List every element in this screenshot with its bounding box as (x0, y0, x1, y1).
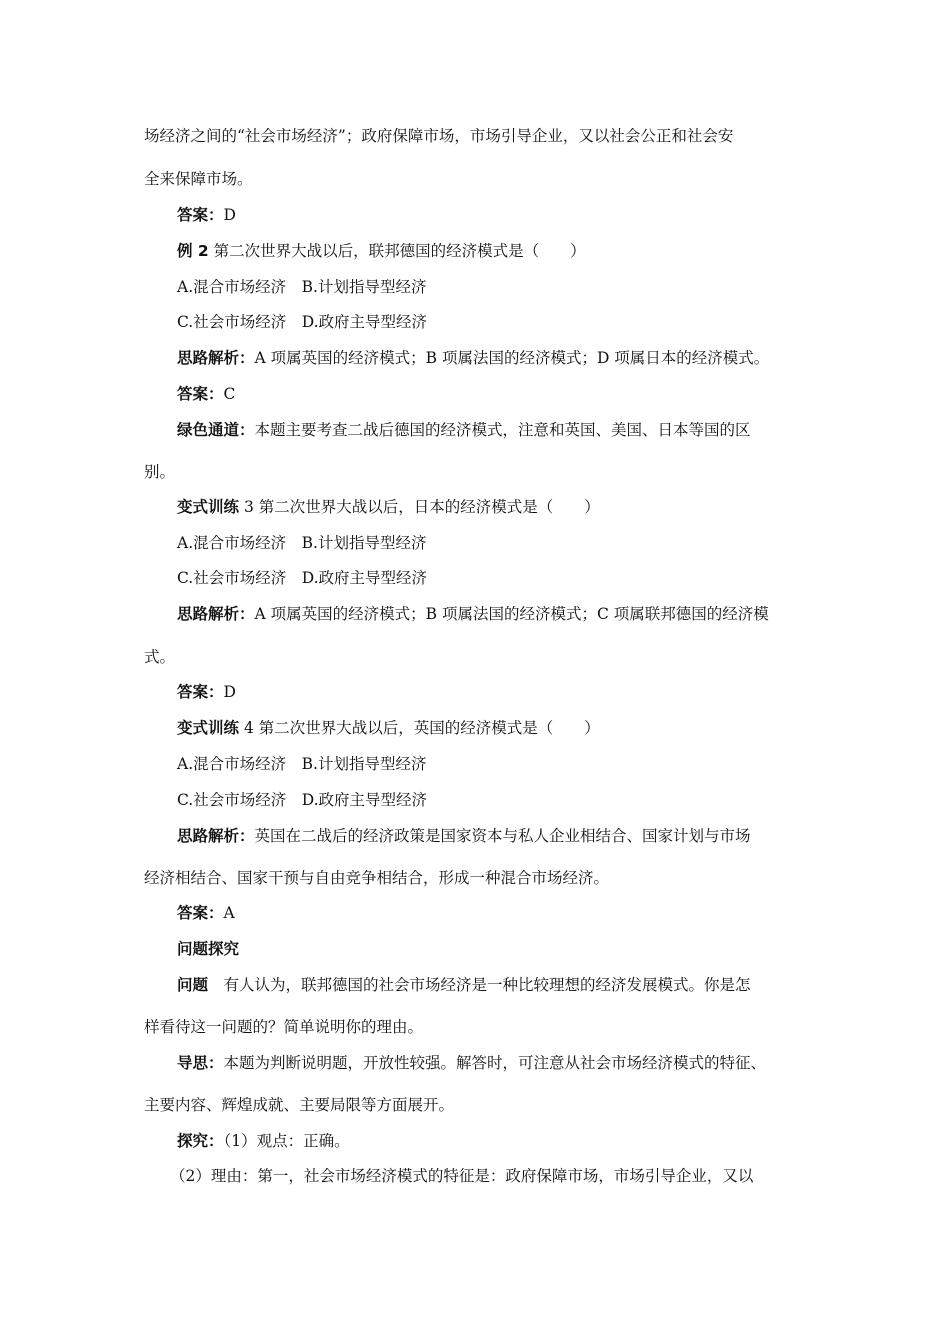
text-line: 经济相结合、国家干预与自由竞争相结合，形成一种混合市场经济。 (144, 869, 610, 887)
text-line: 全来保障市场。 (144, 170, 253, 188)
analysis-line: 思路解析：A 项属英国的经济模式；B 项属法国的经济模式；C 项属联邦德国的经济模 (177, 605, 769, 623)
reason-line: （2）理由：第一，社会市场经济模式的特征是：政府保障市场，市场引导企业，又以 (170, 1167, 754, 1185)
section-heading: 问题探究 (177, 940, 240, 958)
text-line: 式。 (144, 648, 176, 666)
guide-line: 导思：本题为判断说明题，开放性较强。解答时，可注意从社会市场经济模式的特征、 (177, 1054, 767, 1072)
text-line: 样看待这一问题的？简单说明你的理由。 (144, 1018, 424, 1036)
analysis-line: 思路解析：A 项属英国的经济模式；B 项属法国的经济模式；D 项属日本的经济模式。 (177, 349, 770, 367)
option-line: C.社会市场经济 D.政府主导型经济 (177, 569, 428, 587)
exercise-question: 变式训练 3 第二次世界大战以后，日本的经济模式是（ ） (177, 498, 600, 516)
answer-line: 答案：A (177, 904, 235, 922)
option-line: C.社会市场经济 D.政府主导型经济 (177, 313, 428, 331)
problem-line: 问题 有人认为，联邦德国的社会市场经济是一种比较理想的经济发展模式。你是怎 (177, 976, 751, 994)
answer-line: 答案：D (177, 206, 236, 224)
text-line: 主要内容、辉煌成就、主要局限等方面展开。 (144, 1096, 455, 1114)
example-question: 例 2 第二次世界大战以后，联邦德国的经济模式是（ ） (177, 242, 586, 260)
answer-line: 答案：D (177, 683, 236, 701)
option-line: A.混合市场经济 B.计划指导型经济 (177, 534, 427, 552)
exercise-question: 变式训练 4 第二次世界大战以后，英国的经济模式是（ ） (177, 719, 600, 737)
text-line: 场经济之间的“社会市场经济”；政府保障市场，市场引导企业，又以社会公正和社会安 (144, 127, 734, 145)
option-line: A.混合市场经济 B.计划指导型经济 (177, 755, 427, 773)
analysis-line: 思路解析：英国在二战后的经济政策是国家资本与私人企业相结合、国家计划与市场 (177, 827, 751, 845)
option-line: C.社会市场经济 D.政府主导型经济 (177, 791, 428, 809)
option-line: A.混合市场经济 B.计划指导型经济 (177, 278, 427, 296)
answer-line: 答案：C (177, 385, 236, 403)
explore-line: 探究：（1）观点：正确。 (177, 1132, 350, 1150)
green-channel-line: 绿色通道：本题主要考查二战后德国的经济模式，注意和英国、美国、日本等国的区 (177, 421, 751, 439)
text-line: 别。 (144, 463, 176, 481)
